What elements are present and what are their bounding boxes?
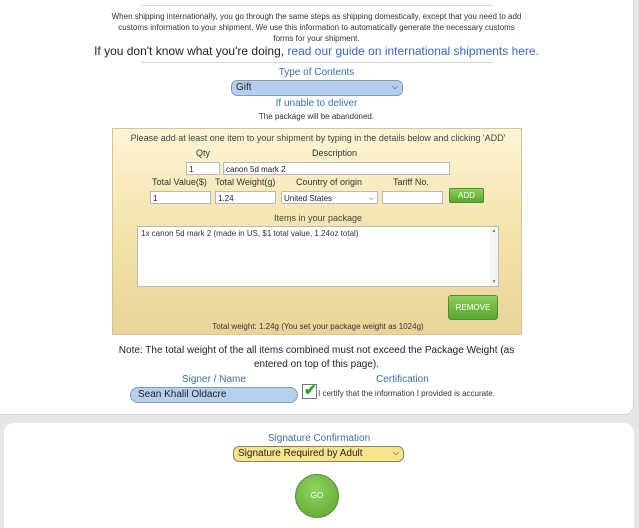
scrollbar[interactable] xyxy=(490,227,498,286)
scroll-down-icon[interactable]: ▼ xyxy=(491,279,497,285)
intro-text xyxy=(0,11,633,44)
description-input[interactable]: canon 5d mark 2 xyxy=(223,162,450,175)
items-instructions: Please add at least one item to your shipment by typing in the details below and clicking 'ADD' xyxy=(130,133,506,143)
guide-line xyxy=(0,44,633,58)
intro-line-1: When shipping internationally, you go through the same steps as shipping domestically, except that you need to add xyxy=(111,12,522,21)
undeliverable-text: The package will be abandoned. xyxy=(258,112,375,121)
country-selected: United States xyxy=(284,194,333,203)
note-line-2: entered on top of this page). xyxy=(253,359,380,370)
add-button[interactable]: ADD xyxy=(449,188,484,203)
note-line-1: Note: The total weight of the all items combined must not exceed the Package Weight (as xyxy=(118,345,515,356)
scroll-up-icon[interactable]: ▲ xyxy=(491,228,497,234)
tariff-label: Tariff No. xyxy=(393,177,429,187)
certify-text: I certify that the information I provided is accurate. xyxy=(318,389,495,398)
chevron-down-icon: ⌵ xyxy=(392,448,399,457)
items-label: Items in your package xyxy=(273,213,363,223)
items-textarea[interactable] xyxy=(137,226,499,287)
total-value-input[interactable]: 1 xyxy=(150,191,211,204)
certify-checkbox[interactable] xyxy=(302,384,317,399)
signer-label: Signer / Name xyxy=(182,374,246,385)
country-label: Country of origin xyxy=(296,177,363,187)
chevron-down-icon: ⌵ xyxy=(368,195,374,202)
certification-label: Certification xyxy=(376,374,429,385)
signature-panel xyxy=(4,423,634,528)
items-text: 1x canon 5d mark 2 (made in US, $1 total value, 1.24oz total) xyxy=(141,229,359,238)
signature-selected: Signature Required by Adult xyxy=(238,448,363,459)
guide-link[interactable]: read our guide on international shipments here. xyxy=(287,44,539,58)
total-weight-label: Total Weight(g) xyxy=(215,177,276,187)
total-weight-input[interactable]: 1.24 xyxy=(215,191,276,204)
tariff-input[interactable] xyxy=(382,191,443,204)
checkmark-icon: ✔ xyxy=(304,382,317,399)
qty-label: Qty xyxy=(196,148,211,158)
qty-input[interactable]: 1 xyxy=(186,162,220,175)
divider xyxy=(141,5,493,6)
total-value-label: Total Value($) xyxy=(152,177,207,187)
description-label: Description xyxy=(312,148,358,158)
contents-select[interactable] xyxy=(231,80,403,96)
intro-line-3: forms for your shipment. xyxy=(273,34,360,43)
signer-name-input[interactable]: Sean Khalil Oldacre xyxy=(130,387,298,403)
guide-prefix: If you don't know what you're doing, xyxy=(94,44,285,58)
remove-button[interactable]: REMOVE xyxy=(448,295,498,320)
signature-select[interactable] xyxy=(233,446,404,462)
intro-line-2: customs information to your shipment. We use this information to automatically generate the necessary customs xyxy=(118,23,515,32)
weight-note xyxy=(0,344,633,372)
divider xyxy=(141,62,493,63)
total-weight-summary: Total weight: 1.24g (You set your package weight as 1024g) xyxy=(212,322,424,331)
country-select[interactable] xyxy=(281,191,378,204)
undeliverable-label: If unable to deliver xyxy=(275,98,358,109)
go-button[interactable]: GO xyxy=(295,474,339,518)
items-box xyxy=(112,128,522,335)
contents-label: Type of Contents xyxy=(278,67,355,78)
chevron-down-icon: ⌵ xyxy=(391,82,398,91)
signature-label: Signature Confirmation xyxy=(267,433,371,444)
contents-selected: Gift xyxy=(236,82,252,93)
